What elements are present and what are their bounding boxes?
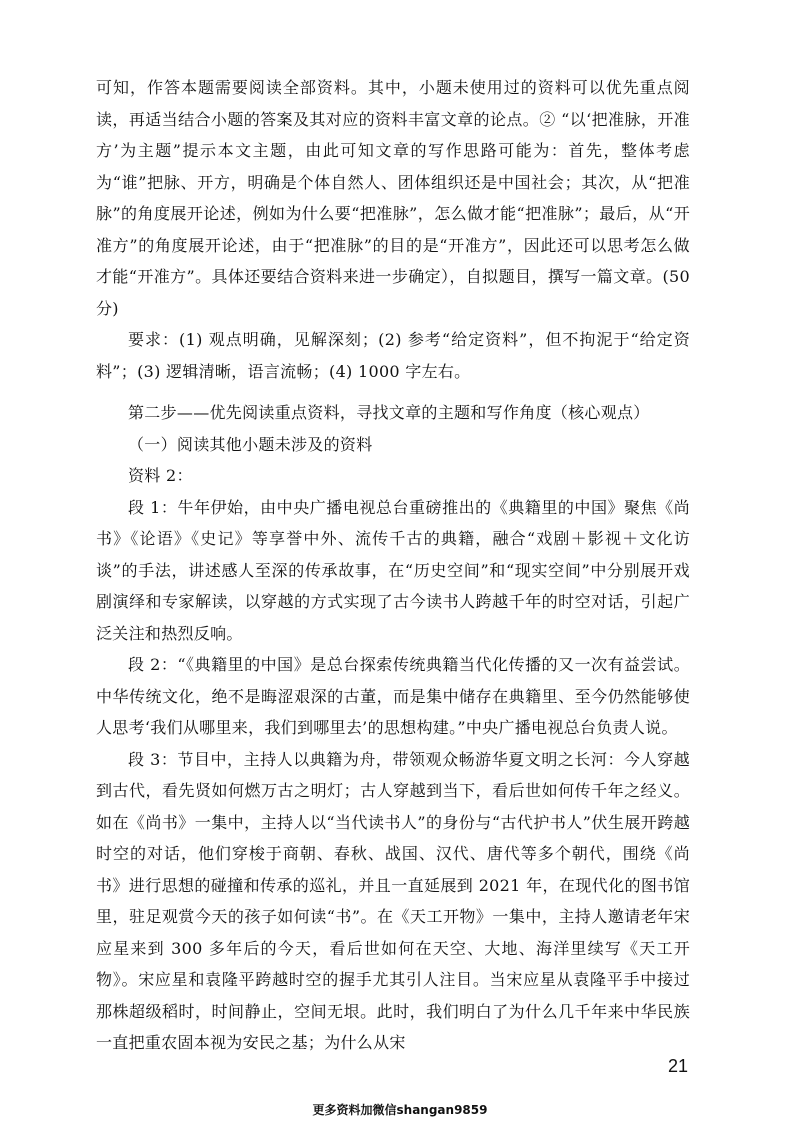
footer-note: 更多资料加微信shangan9859	[312, 1103, 488, 1117]
paragraph-requirements: 要求：(1) 观点明确，见解深刻；(2) 参考“给定资料”，但不拘泥于“给定资料”；(3) 逻辑清晰，语言流畅；(4) 1000 字左右。	[96, 330, 690, 381]
paragraph-intro: 可知，作答本题需要阅读全部资料。其中，小题未使用过的资料可以优先重点阅读，再适当结合小题的答案及其对应的资料丰富文章的论点。② “以‘把准脉，开准方’为主题”提示本文主题，由此可知文章的写作思路可能为：首先，整体考虑为“谁”把脉、开方，明确是个体自然人、团体组织还是中国社会；其次，从“把准脉”的角度展开论述，例如为什么要“把准脉”，怎么做才能“把准脉”；最后，从“开准方”的角度展开论述，由于“把准脉”的目的是“开准方”，因此还可以思考怎么做才能“开准方”。具体还要结合资料来进一步确定），自拟题目，撰写一篇文章。(50 分)	[96, 78, 690, 318]
page-number: 21	[668, 1056, 689, 1076]
body-text	[96, 72, 690, 1059]
material-label: 资料 2：	[128, 466, 193, 485]
paragraph-segment-3: 段 3：节目中，主持人以典籍为舟，带领观众畅游华夏文明之长河：今人穿越到古代，看先贤如何燃万古之明灯；古人穿越到当下，看后世如何传千年之经义。如在《尚书》一集中，主持人以“当代读书人”的身份与“古代护书人”伏生展开跨越时空的对话，他们穿梭于商朝、春秋、战国、汉代、唐代等多个朝代，围绕《尚书》进行思想的碰撞和传承的巡礼，并且一直延展到 2021 年，在现代化的图书馆里，驻足观赏今天的孩子如何读“书”。在《天工开物》一集中，主持人邀请老年宋应星来到 300 多年后的今天，看后世如何在天空、大地、海洋里续写《天工开物》。宋应星和袁隆平跨越时空的握手尤其引人注目。当宋应星从袁隆平手中接过那株超级稻时，时间静止，空间无垠。此时，我们明白了为什么几千年来中华民族一直把重农固本视为安民之基；为什么从宋	[96, 749, 690, 1052]
subsection-heading: （一）阅读其他小题未涉及的资料	[128, 434, 373, 454]
paragraph-segment-2: 段 2：“《典籍里的中国》是总台探索传统典籍当代化传播的又一次有益尝试。中华传统文化，绝不是晦涩艰深的古董，而是集中储存在典籍里、至今仍然能够使人思考‘我们从哪里来，我们到哪里去’的思想构建。”中央广播电视总台负责人说。	[96, 655, 690, 737]
paragraph-segment-1: 段 1：牛年伊始，由中央广播电视总台重磅推出的《典籍里的中国》聚焦《尚书》《论语》《史记》等享誉中外、流传千古的典籍，融合“戏剧＋影视＋文化访谈”的手法，讲述感人至深的传承故事，在“历史空间”和“现实空间”中分别展开戏剧演绎和专家解读，以穿越的方式实现了古今读书人跨越千年的时空对话，引起广泛关注和热烈反响。	[96, 497, 690, 643]
section-heading-step-two: 第二步——优先阅读重点资料，寻找文章的主题和写作角度（核心观点）	[128, 403, 650, 422]
